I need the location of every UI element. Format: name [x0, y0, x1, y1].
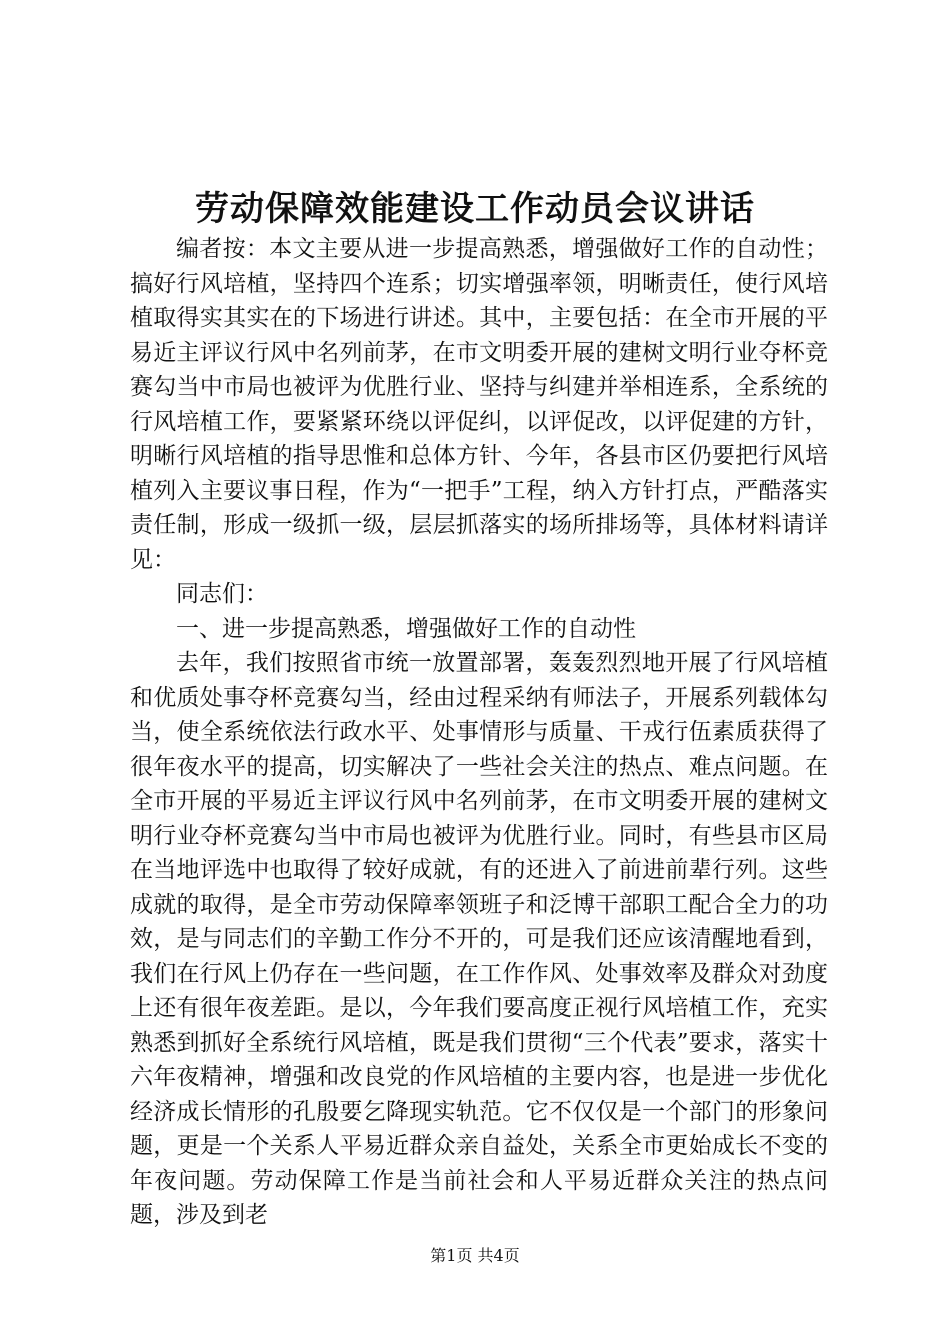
- document-title: 劳动保障效能建设工作动员会议讲话: [195, 189, 755, 229]
- salutation-paragraph: 同志们：: [176, 581, 268, 607]
- section-heading: 一、进一步提高熟悉，增强做好工作的自动性: [176, 615, 636, 642]
- body-paragraph: 去年，我们按照省市统一放置部署，轰轰烈烈地开展了行风培植和优质处事夺杯竞赛勾当，经由过程采纳有师法子，开展系列载体勾当，使全系统依法行政水平、处事情形与质量、干戎行伍素质获得了很年夜水平的提高，切实解决了一些社会关注的热点、难点问题。在全市开展的平易近主评议行风中名列前茅，在市文明委开展的建树文明行业夺杯竞赛勾当中市局也被评为优胜行业。同时，有些县市区局在当地评选中也取得了较好成就，有的还进入了前进前辈行列。这些成就的取得，是全市劳动保障率领班子和泛博干部职工配合全力的功效，是与同志们的辛勤工作分不开的，可是我们还应该清醒地看到，我们在行风上仍存在一些问题，在工作作风、处事效率及群众对劲度上还有很年夜差距。是以，今年我们要高度正视行风培植工作，充实熟悉到抓好全系统行风培植，既是我们贯彻“三个代表”要求，落实十六年夜精神，增强和改良党的作风培植的主要内容，也是进一步优化经济成长情形的孔殷要乞降现实轨范。它不仅仅是一个部门的形象问题，更是一个关系人平易近群众亲自益处，关系全市更始成长不变的年夜问题。劳动保障工作是当前社会和人平易近群众关注的热点问题，涉及到老: [130, 650, 828, 1228]
- document-body: [130, 232, 828, 1233]
- page-number-footer: 第1页 共4页: [430, 1246, 520, 1265]
- editor-note-paragraph: 编者按：本文主要从进一步提高熟悉，增强做好工作的自动性；搞好行风培植，坚持四个连系；切实增强率领，明晰责任，使行风培植取得实其实在的下场进行讲述。其中，主要包括：在全市开展的平易近主评议行风中名列前茅，在市文明委开展的建树文明行业夺杯竞赛勾当中市局也被评为优胜行业、坚持与纠建并举相连系，全系统的行风培植工作，要紧紧环绕以评促纠，以评促改，以评促建的方针，明晰行风培植的指导思惟和总体方针、今年，各县市区仍要把行风培植列入主要议事日程，作为“一把手”工程，纳入方针打点，严酷落实责任制，形成一级抓一级，层层抓落实的场所排场等，具体材料请详见：: [130, 236, 828, 573]
